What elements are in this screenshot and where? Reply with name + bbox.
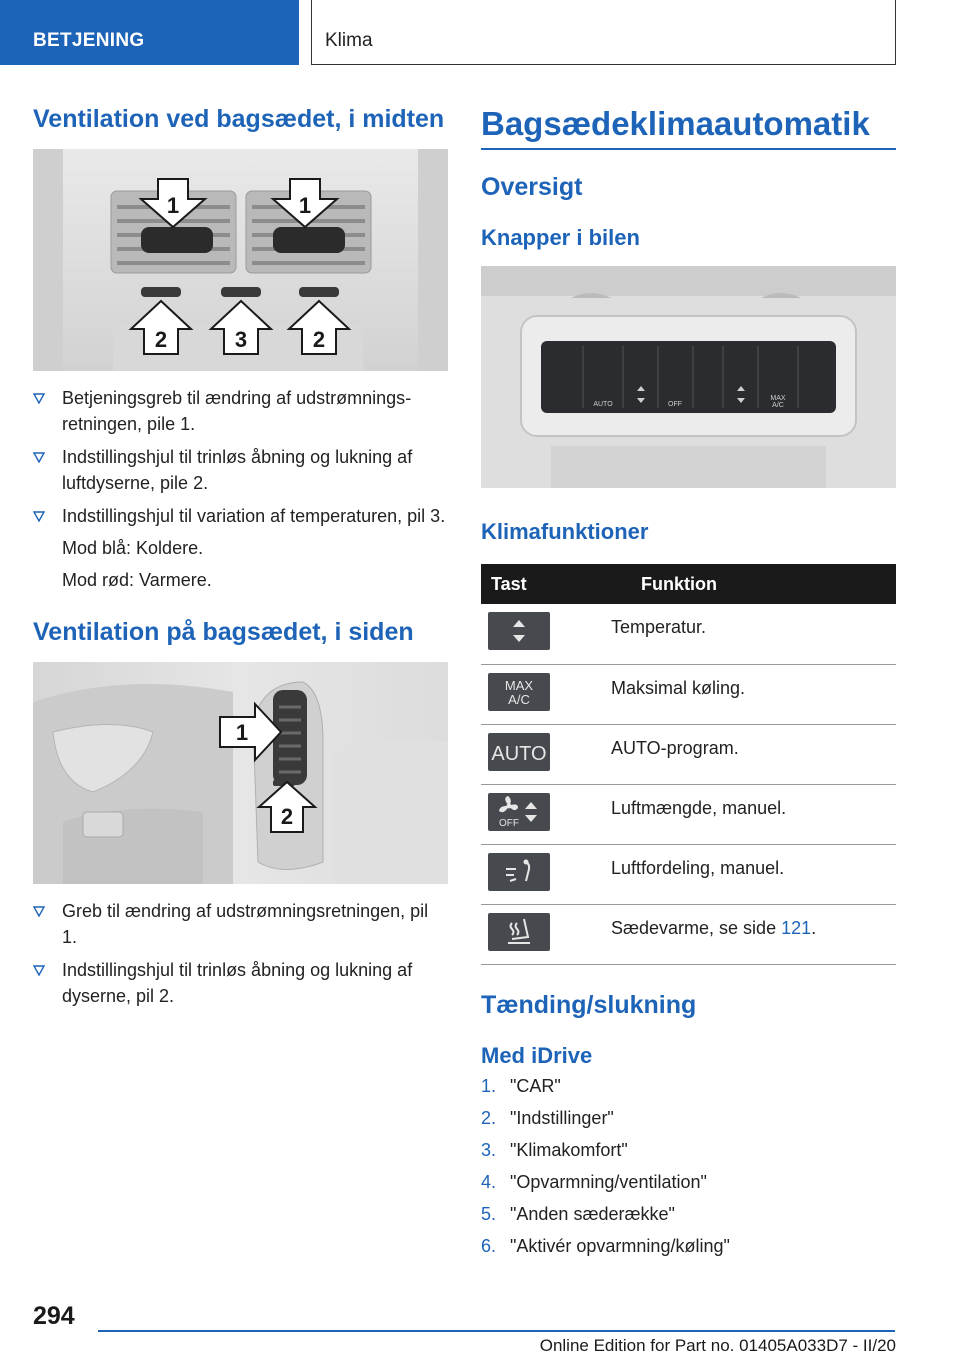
- callout-3: 3: [234, 327, 248, 352]
- svg-text:OFF: OFF: [499, 817, 519, 829]
- note-red: Mod rød: Varmere.: [62, 570, 212, 590]
- page-121-link[interactable]: 121: [781, 917, 812, 938]
- buttons-heading: Knapper i bilen: [481, 225, 640, 250]
- callout-1b: 1: [298, 193, 312, 218]
- panel-ac-label: A/C: [772, 402, 784, 409]
- col-function-header: Funktion: [611, 564, 896, 604]
- table-row: AUTO AUTO-program.: [481, 724, 896, 784]
- edition-note: Online Edition for Part no. 01405A033D7 - II/20: [539, 1336, 896, 1355]
- auto-icon: [488, 733, 550, 771]
- center-vent-heading: Ventilation ved bagsædet, i midten: [33, 105, 445, 133]
- list-item: 6. "Aktivér opvarmning/køling": [481, 1235, 730, 1256]
- section-title: BETJENING: [33, 30, 145, 51]
- table-row: Luftfordeling, manuel.: [481, 844, 896, 904]
- control-panel-illustration: [481, 266, 896, 488]
- idrive-steps: [481, 1070, 896, 1262]
- table-row: OFF Luftmængde, manuel.: [481, 784, 896, 844]
- panel-auto-label: AUTO: [593, 401, 613, 408]
- chapter-title: Klima: [325, 30, 373, 51]
- panel-max-label: MAX: [770, 395, 786, 402]
- list-item: Indstillingshjul til trinløs åbning og lukning af luftdyserne, pile 2.: [33, 444, 448, 496]
- callout-side-2: 2: [280, 804, 294, 829]
- list-item: Betjeningsgreb til ændring af udstrømningsretningen, pile 1.: [33, 385, 448, 437]
- footer-divider: [98, 1330, 895, 1332]
- list-item: 1. "CAR": [481, 1075, 561, 1096]
- table-row: Sædevarme, se side 121.: [481, 904, 896, 964]
- onoff-heading: Tænding/slukning: [481, 990, 697, 1019]
- table-row: Temperatur.: [481, 604, 896, 664]
- list-item: Greb til ændring af udstrømningsretningen, pil 1.: [33, 898, 448, 950]
- list-item: Indstillingshjul til variation af temperaturen, pil 3.: [33, 503, 448, 529]
- callout-2b: 2: [312, 327, 326, 352]
- center-vent-photo: [33, 149, 448, 371]
- right-column: [481, 104, 896, 1262]
- svg-text:AUTO: AUTO: [491, 742, 547, 765]
- max-ac-icon: [488, 673, 550, 711]
- list-item: Indstillingshjul til trinløs åbning og lukning af dyserne, pil 2.: [33, 957, 448, 1009]
- callout-side-1: 1: [235, 720, 249, 745]
- col-key-header: Tast: [481, 564, 611, 604]
- chapter-tab: [311, 0, 896, 65]
- seat-heating-icon: [488, 913, 550, 951]
- callout-2a: 2: [154, 327, 168, 352]
- svg-text:A/C: A/C: [508, 691, 530, 707]
- triangle-bullet-icon: [33, 965, 45, 976]
- temperature-arrows-icon: [488, 612, 550, 650]
- triangle-bullet-icon: [33, 906, 45, 917]
- triangle-bullet-icon: [33, 452, 45, 463]
- triangle-bullet-icon: [33, 511, 45, 522]
- side-vent-list: [33, 898, 448, 1009]
- list-item: 4. "Opvarmning/ventilation": [481, 1171, 707, 1192]
- list-item: 2. "Indstillinger": [481, 1107, 614, 1128]
- control-panel-photo: [481, 266, 896, 488]
- triangle-bullet-icon: [33, 393, 45, 404]
- list-item: 3. "Klimakomfort": [481, 1139, 628, 1160]
- center-vent-list: [33, 385, 448, 529]
- center-vent-illustration: [33, 149, 448, 371]
- climate-functions-heading: Klimafunktioner: [481, 519, 649, 544]
- list-item: 5. "Anden sæderække": [481, 1203, 675, 1224]
- side-vent-photo: [33, 662, 448, 884]
- fan-off-icon: [488, 793, 550, 831]
- page-number: 294: [33, 1302, 75, 1330]
- note-blue: Mod blå: Koldere.: [62, 538, 204, 558]
- left-column: [33, 104, 448, 1016]
- climate-functions-table: [481, 564, 896, 965]
- section-tab: [0, 0, 299, 65]
- side-vent-heading: Ventilation på bagsædet, i siden: [33, 618, 414, 646]
- page-title: Bagsædeklimaautomatik: [481, 104, 896, 150]
- side-vent-illustration: [33, 662, 448, 884]
- callout-1a: 1: [166, 193, 180, 218]
- panel-off-label: OFF: [668, 401, 682, 408]
- table-header-row: [481, 564, 896, 604]
- table-row: MAX A/C Maksimal køling.: [481, 664, 896, 724]
- air-distribution-icon: [488, 853, 550, 891]
- overview-heading: Oversigt: [481, 173, 583, 201]
- idrive-heading: Med iDrive: [481, 1042, 593, 1068]
- svg-text:MAX: MAX: [504, 677, 534, 693]
